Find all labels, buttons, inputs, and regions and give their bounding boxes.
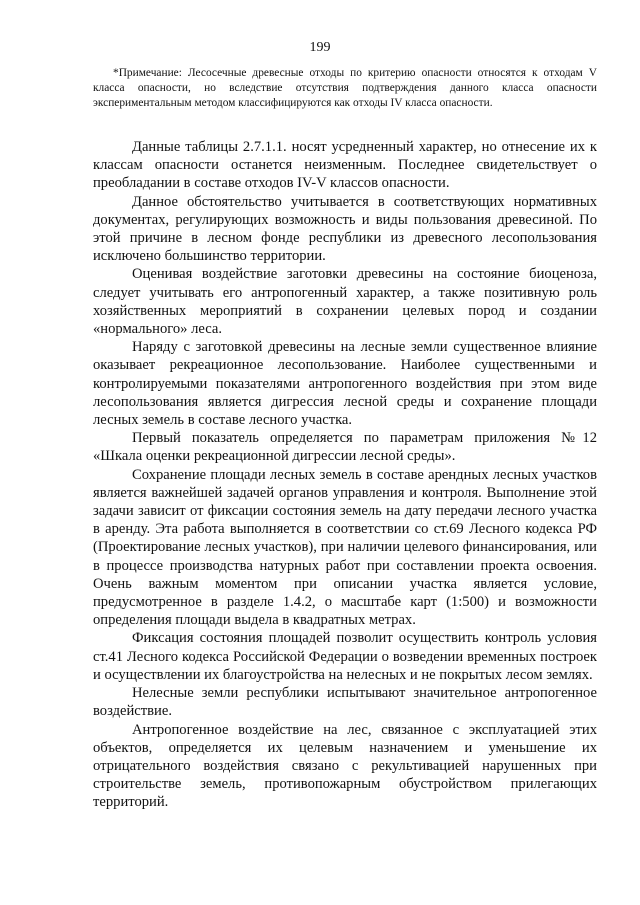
paragraph: Первый показатель определяется по параметрам приложения №12 «Шкала оценки рекреационной дигрессии лесной среды». — [93, 430, 597, 465]
footnote: *Примечание: Лесосечные древесные отходы по критерию опасности относятся к отходам V класса опасности, но вследствие отсутствия подтверждения данного класса опасности экспериментальным методом классифицируются как отходы IV класса опасности. — [93, 67, 597, 109]
body-text — [93, 138, 597, 812]
paragraph: Данное обстоятельство учитывается в соответствующих нормативных документах, регулирующих возможность и виды пользования древесиной. По этой причине в лесном фонде республики из древесного лесопользования исключено большинство территории. — [93, 193, 597, 265]
paragraph: Фиксация состояния площадей позволит осуществить контроль условия ст.41 Лесного кодекса Российской Федерации о возведении временных построек и осуществлении их благоустройства на нелесных и не покрытых лесом землях. — [93, 630, 597, 683]
paragraph: Нелесные земли республики испытывают значительное антропогенное воздействие. — [93, 685, 597, 720]
paragraph: Сохранение площади лесных земель в составе арендных лесных участков является важнейшей задачей органов управления и контроля. Выполнение этой задачи зависит от фиксации состояния земель на дату передачи лесного участка в аренду. Эта работа выполняется в соответствии со ст.69 Лесного кодекса РФ (Проектирование лесных участков), при наличии целевого финансирования, или в процессе производства натурных работ при составлении проекта освоения. Очень важным моментом при описании участка является условие, предусмотренное в разделе 1.4.2, о масштабе карт (1:500) и возможности определения площади выдела в квадратных метрах. — [93, 466, 597, 629]
paragraph: Наряду с заготовкой древесины на лесные земли существенное влияние оказывает рекреационное лесопользование. Наиболее существенными и контролируемыми показателями антропогенного воздействия при этом виде лесопользования является дигрессия лесной среды и сохранение площади лесных земель в составе лесного участка. — [93, 339, 597, 429]
paragraph: Оценивая воздействие заготовки древесины на состояние биоценоза, следует учитывать его антропогенный характер, а также позитивную роль хозяйственных мероприятий в сохранении целевых пород и создании «нормального» леса. — [93, 266, 597, 338]
paragraph: Антропогенное воздействие на лес, связанное с эксплуатацией этих объектов, определяется их целевым назначением и уменьшение их отрицательного воздействия связано с рекультивацией нарушенных при строительстве земель, противопожарным обустройством прилегающих территорий. — [93, 721, 597, 811]
paragraph: Данные таблицы 2.7.1.1. носят усредненный характер, но отнесение их к классам опасности останется неизменным. Последнее свидетельствует о преобладании в составе отходов IV-V классов опасности. — [93, 139, 597, 192]
page-number: 199 — [309, 40, 331, 55]
